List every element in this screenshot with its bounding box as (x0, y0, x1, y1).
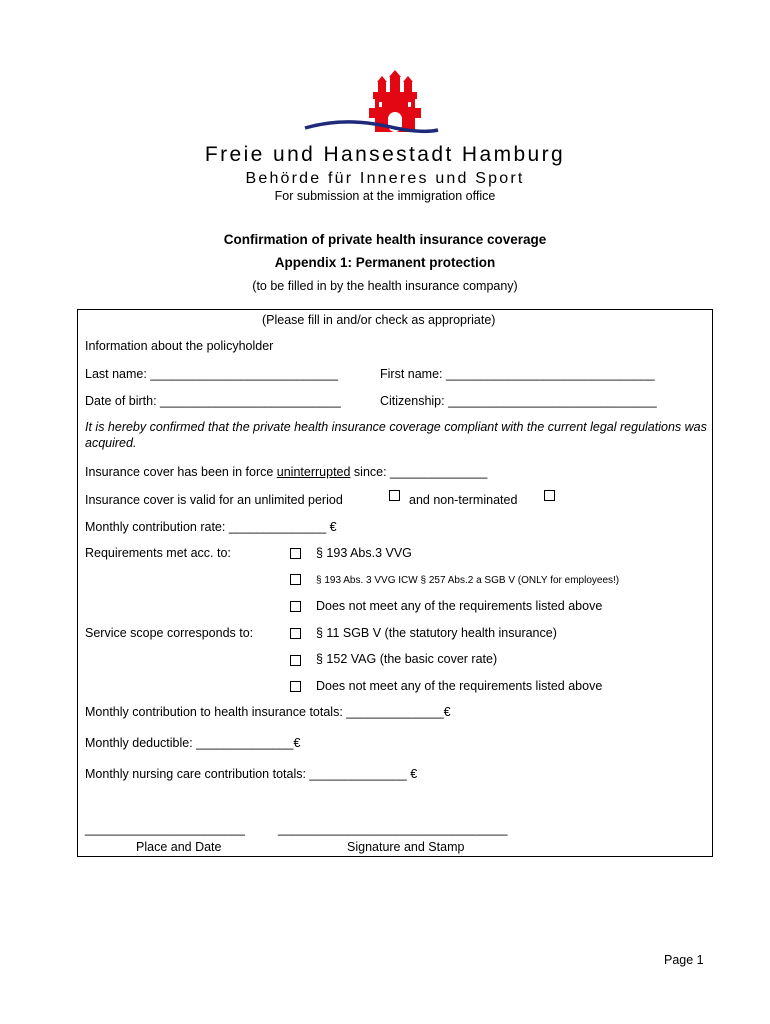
form-title: Confirmation of private health insurance coverage (223, 232, 547, 247)
place-date-label: Place and Date (136, 840, 222, 854)
scope-option-1-checkbox[interactable] (290, 628, 301, 639)
scope-option-3-checkbox[interactable] (290, 681, 301, 692)
monthly-rate-field[interactable]: Monthly contribution rate: ______________ € (85, 520, 337, 534)
scope-option-3-label: Does not meet any of the requirements listed above (316, 679, 603, 693)
submission-note: For submission at the immigration office (274, 189, 496, 203)
info-heading: Information about the policyholder (85, 339, 274, 353)
signature-line[interactable]: _________________________________ (278, 822, 508, 836)
signature-label: Signature and Stamp (347, 840, 465, 854)
requirements-label: Requirements met acc. to: (85, 546, 231, 560)
instruction: (Please fill in and/or check as appropriate) (262, 313, 496, 327)
req-option-3-checkbox[interactable] (290, 601, 301, 612)
place-date-line[interactable]: _______________________ (85, 822, 245, 836)
scope-option-2-checkbox[interactable] (290, 655, 301, 666)
unlimited-period-checkbox[interactable] (389, 490, 400, 501)
page-number: Page 1 (664, 953, 704, 967)
deductible-field[interactable]: Monthly deductible: ______________€ (85, 736, 301, 750)
req-option-1-checkbox[interactable] (290, 548, 301, 559)
dob-field[interactable]: Date of birth: __________________________ (85, 394, 341, 408)
valid-label: Insurance cover is valid for an unlimited period (85, 493, 343, 507)
nursing-total-field[interactable]: Monthly nursing care contribution totals: ______________ € (85, 767, 418, 781)
fill-note: (to be filled in by the health insurance company) (252, 279, 518, 293)
first-name-field[interactable]: First name: ______________________________ (380, 367, 655, 381)
appendix-title: Appendix 1: Permanent protection (274, 255, 496, 270)
citizenship-field[interactable]: Citizenship: ______________________________ (380, 394, 657, 408)
confirmation-text: It is hereby confirmed that the private health insurance coverage compliant with the current legal regulations was acquired. (85, 420, 707, 450)
scope-option-2-label: § 152 VAG (the basic cover rate) (316, 652, 498, 666)
dept-title: Behörde für Inneres und Sport (245, 170, 525, 187)
scope-option-1-label: § 11 SGB V (the statutory health insurance) (316, 626, 557, 640)
non-terminated-label: and non-terminated (409, 493, 518, 507)
last-name-field[interactable]: Last name: ___________________________ (85, 367, 339, 381)
org-title: Freie und Hansestadt Hamburg (204, 143, 566, 166)
req-option-1-label: § 193 Abs.3 VVG (316, 546, 412, 560)
hamburg-crest-logo (300, 70, 440, 138)
scope-label: Service scope corresponds to: (85, 626, 254, 640)
req-option-3-label: Does not meet any of the requirements listed above (316, 599, 603, 613)
req-option-2-checkbox[interactable] (290, 574, 301, 585)
non-terminated-checkbox[interactable] (544, 490, 555, 501)
req-option-2-label: § 193 Abs. 3 VVG ICW § 257 Abs.2 a SGB V (ONLY for employees!) (316, 575, 620, 586)
health-total-field[interactable]: Monthly contribution to health insurance totals: ______________€ (85, 705, 451, 719)
cover-since-field[interactable]: Insurance cover has been in force uninterrupted since: ______________ (85, 465, 488, 479)
